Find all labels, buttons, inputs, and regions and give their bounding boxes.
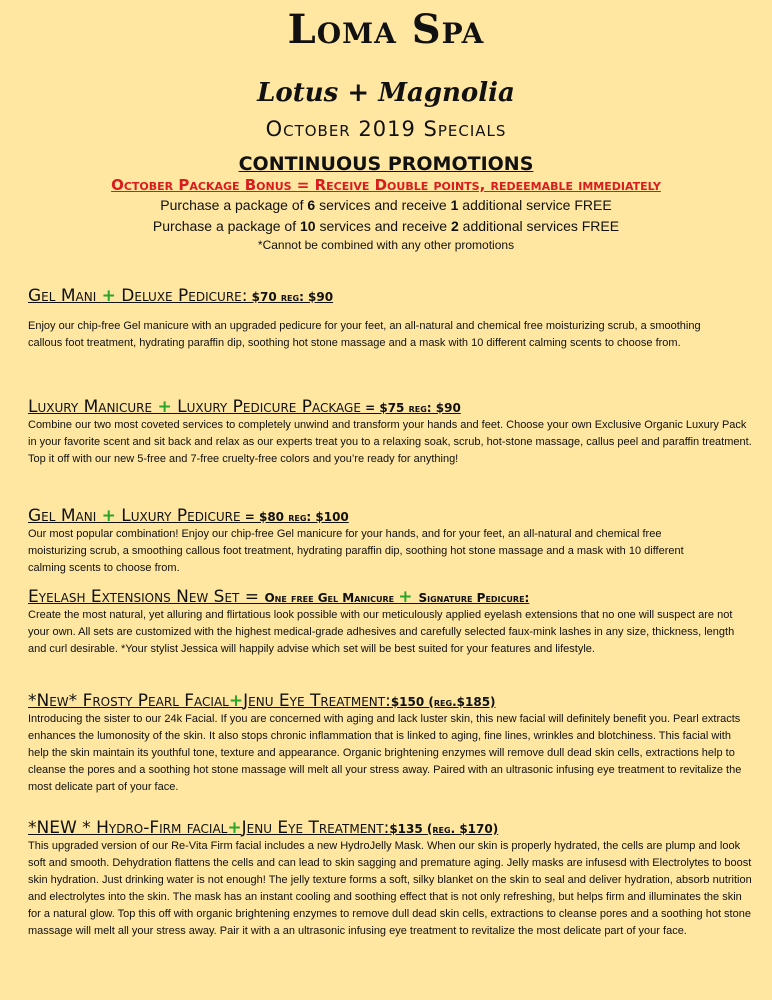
special-heading: *NEW * Hydro-Firm facial+Jenu Eye Treatment:$135 (reg. $170) xyxy=(28,818,499,838)
special-gel-deluxe xyxy=(28,286,752,352)
special-eyelash xyxy=(28,587,752,658)
continuous-promotions-heading: CONTINUOUS PROMOTIONS xyxy=(238,153,534,175)
special-gel-luxury xyxy=(28,506,752,577)
promo-note: *Cannot be combined with any other promotions xyxy=(257,238,515,252)
special-description: Our most popular combination! Enjoy our chip-free Gel manicure for your hands, and for your feet, an all-natural and chemical free moisturizing scrub, a smoothing callous foot treatment, hydrating paraffin dip, soothing hot stone massage and a mask with 10 different calming scents to choose from. xyxy=(28,528,684,574)
spa-subtitle: Lotus + Magnolia xyxy=(257,78,515,108)
special-description: Introducing the sister to our 24k Facial. If you are concerned with aging and lack luster skin, this new facial will definitely benefit you. Pearl extracts enhances the lumonosity of the skin. It also stops chronic inflammation that is linked to aging, fine lines, wrinkles and blotchiness. This facial with help the skin maintain its youthful tone, texture and appearance. Organic brightening enzymes will remove dull dead skin cells, extractions help to cleanse the pores and a soothing hot stone massage will melt all your stress away. Paired with an ultrasonic infusing eye treatment to revitalize the most delicate part of your face. xyxy=(28,713,742,793)
special-description: Create the most natural, yet alluring and flirtatious look possible with our meticulously applied eyelash extensions that no one will suspect are not your own. All sets are customized with the highest medical-grade adhesives and carefully selected faux-mink lashes in any size, thickness, length and curl desirable. *Your stylist Jessica will happily advise which set will be best suited for your features and lifestyle. xyxy=(28,609,735,655)
promo-line-6: Purchase a package of 6 services and receive 1 additional service FREE xyxy=(160,197,612,213)
special-luxury-package xyxy=(28,397,752,468)
special-hydro-firm xyxy=(28,818,752,940)
promo-line-10: Purchase a package of 10 services and receive 2 additional services FREE xyxy=(152,218,620,234)
special-heading: Eyelash Extensions New Set = One free Gel Manicure + Signature Pedicure: xyxy=(28,587,530,607)
month-heading: October 2019 Specials xyxy=(265,117,507,141)
special-heading: Gel Mani + Luxury Pedicure = $80 reg: $100 xyxy=(28,506,349,526)
special-description: Combine our two most coveted services to completely unwind and transform your hands and feet. Choose your own Exclusive Organic Luxury Pack in your favorite scent and sit back and relax as our experts treat you to a relaxing soak, scrub, hot-stone massage, callus peel and paraffin treatment. Top it off with our new 5-free and 7-free cruelty-free colors and you’re ready for anything! xyxy=(28,419,752,465)
special-description: This upgraded version of our Re-Vita Firm facial includes a new HydroJelly Mask. When our skin is properly hydrated, the cells are plump and look soft and smooth. Dehydration flattens the cells and can lead to skin sagging and premature aging. Jelly masks are infusesd with Electrolytes to boost skin hydration. Just drinking water is not enough! The jelly texture forms a soft, silky blanket on the skin to seal and deliver hydration, absorb nutrition and electrolytes into the skin. The mask has an instant cooling and soothing effect that is not only refreshing, but helps firm and illuminates the skin for a natural glow. Top this off with organic brightening enzymes to remove dull dead skin cells, extractions to cleanse pores and a soothing hot stone massage will melt all your stress away. Pair it with a an ultrasonic infusing eye treatment to revitalize the most delicate part of your face. xyxy=(28,840,752,937)
special-heading: Gel Mani + Deluxe Pedicure: $70 reg: $90 xyxy=(28,286,334,306)
special-heading: Luxury Manicure + Luxury Pedicure Package = $75 reg: $90 xyxy=(28,397,461,417)
special-description: Enjoy our chip-free Gel manicure with an upgraded pedicure for your feet, an all-natural and chemical free moisturizing scrub, a smoothing callous foot treatment, hydrating paraffin dip, soothing hot stone massage and a mask with 10 different calming scents to choose from. xyxy=(28,320,701,349)
spa-title: Loma Spa xyxy=(287,6,485,53)
special-frosty-pearl xyxy=(28,691,752,796)
package-bonus-line: October Package Bonus = Receive Double points, redeemable immediately xyxy=(111,176,661,194)
special-heading: *New* Frosty Pearl Facial+Jenu Eye Treatment:$150 (reg.$185) xyxy=(28,691,496,711)
